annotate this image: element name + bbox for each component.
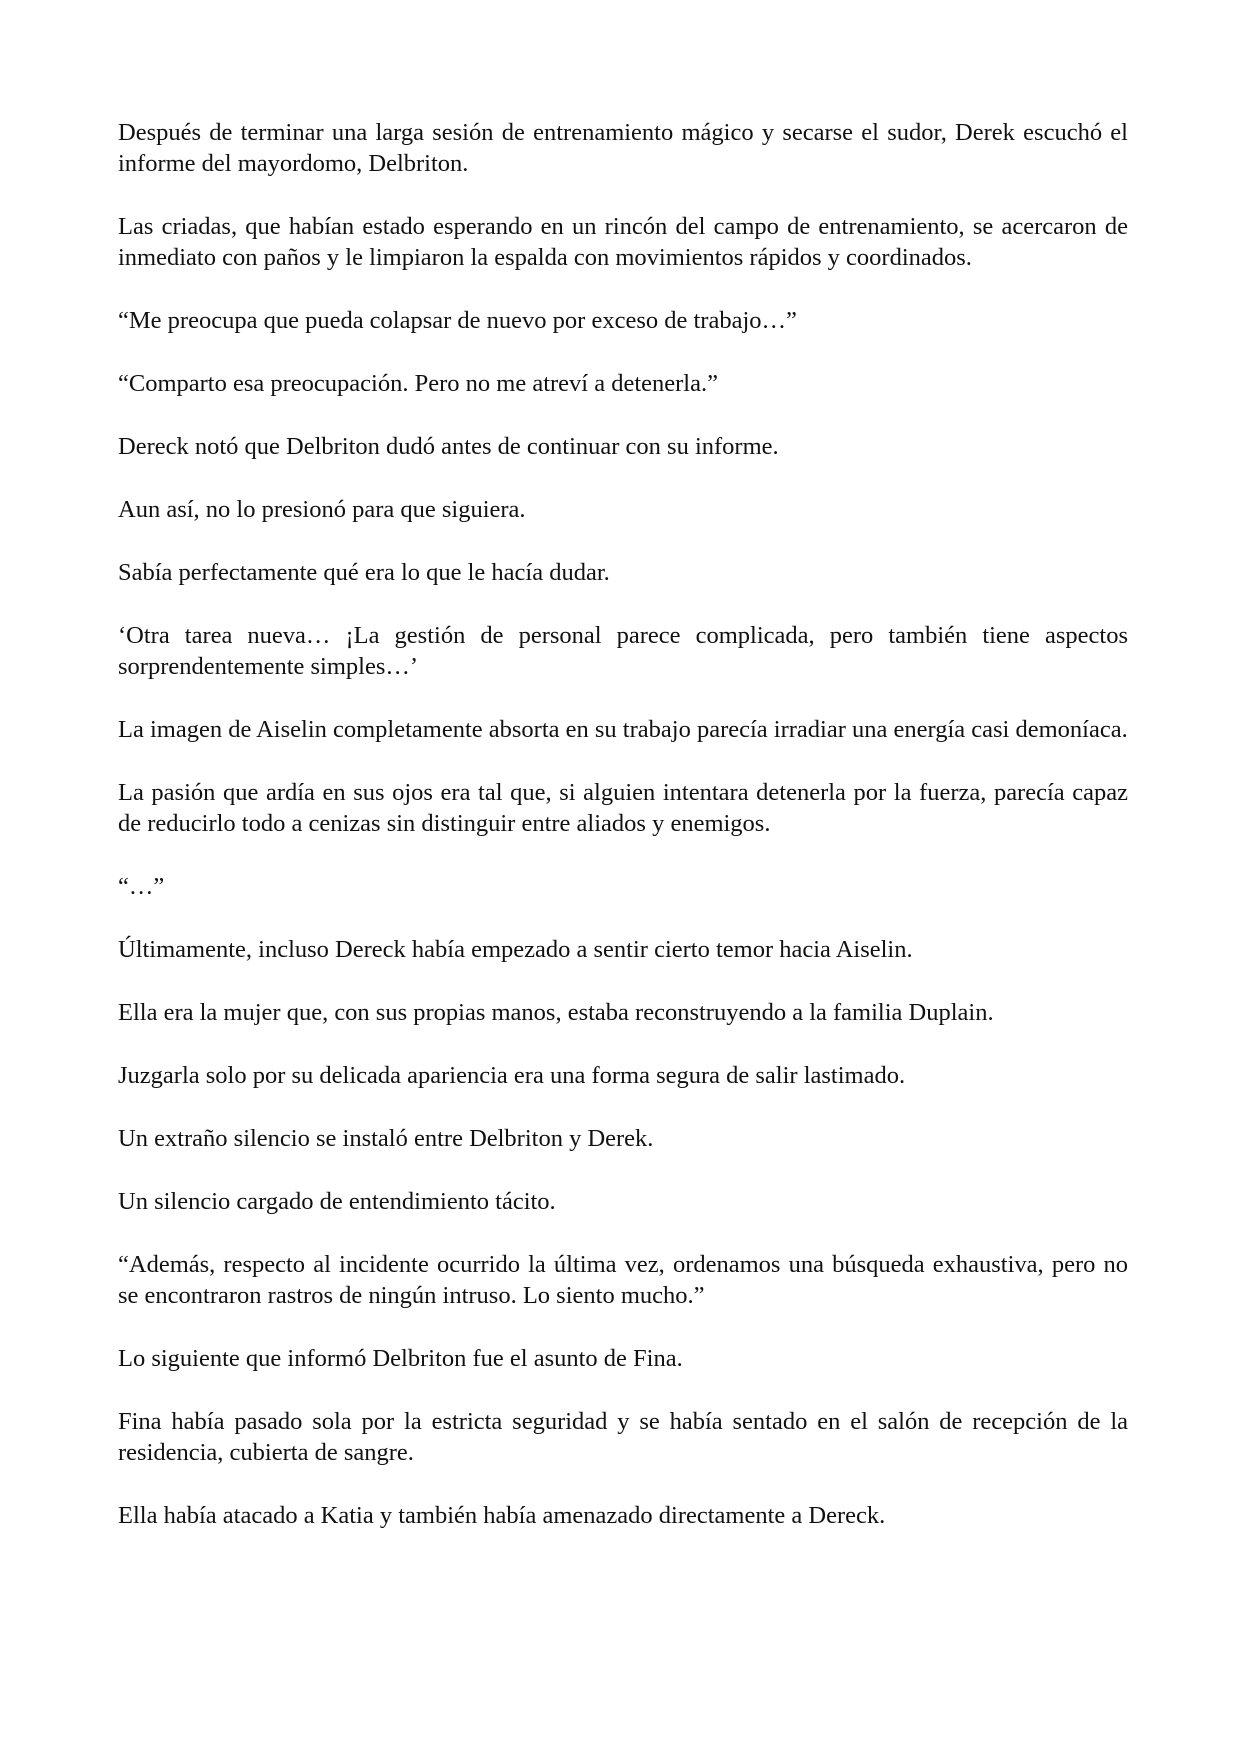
paragraph: “Comparto esa preocupación. Pero no me atreví a detenerla.” (118, 370, 718, 397)
paragraph: Ella era la mujer que, con sus propias manos, estaba reconstruyendo a la familia Duplain. (118, 999, 994, 1026)
paragraph: Un extraño silencio se instaló entre Delbriton y Derek. (118, 1125, 654, 1152)
paragraph: La imagen de Aiselin completamente absorta en su trabajo parecía irradiar una energía casi demoníaca. (118, 716, 1128, 743)
paragraph: Sabía perfectamente qué era lo que le hacía dudar. (118, 559, 610, 586)
paragraph: Juzgarla solo por su delicada apariencia era una forma segura de salir lastimado. (118, 1062, 906, 1089)
paragraph: Lo siguiente que informó Delbriton fue el asunto de Fina. (118, 1345, 683, 1372)
paragraph: Fina había pasado sola por la estricta seguridad y se había sentado en el salón de recepción de la residencia, cubierta de sangre. (118, 1408, 1128, 1466)
document-body (118, 117, 1128, 1563)
paragraph: Después de terminar una larga sesión de entrenamiento mágico y secarse el sudor, Derek escuchó el informe del mayordomo, Delbriton. (118, 119, 1128, 177)
paragraph: Dereck notó que Delbriton dudó antes de continuar con su informe. (118, 433, 779, 460)
paragraph: Últimamente, incluso Dereck había empezado a sentir cierto temor hacia Aiselin. (118, 936, 913, 963)
paragraph: ‘Otra tarea nueva… ¡La gestión de personal parece complicada, pero también tiene aspectos sorprendentemente simples…’ (118, 622, 1128, 680)
paragraph: “Me preocupa que pueda colapsar de nuevo por exceso de trabajo…” (118, 307, 797, 334)
paragraph: La pasión que ardía en sus ojos era tal que, si alguien intentara detenerla por la fuerza, parecía capaz de reducirlo todo a cenizas sin distinguir entre aliados y enemigos. (118, 779, 1128, 837)
paragraph: Las criadas, que habían estado esperando en un rincón del campo de entrenamiento, se acercaron de inmediato con paños y le limpiaron la espalda con movimientos rápidos y coordinados. (118, 213, 1128, 271)
paragraph: “Además, respecto al incidente ocurrido la última vez, ordenamos una búsqueda exhaustiva, pero no se encontraron rastros de ningún intruso. Lo siento mucho.” (118, 1251, 1128, 1309)
paragraph: Aun así, no lo presionó para que siguiera. (118, 496, 526, 523)
paragraph: Un silencio cargado de entendimiento tácito. (118, 1188, 556, 1215)
paragraph: Ella había atacado a Katia y también había amenazado directamente a Dereck. (118, 1502, 886, 1529)
paragraph: “…” (118, 873, 165, 900)
